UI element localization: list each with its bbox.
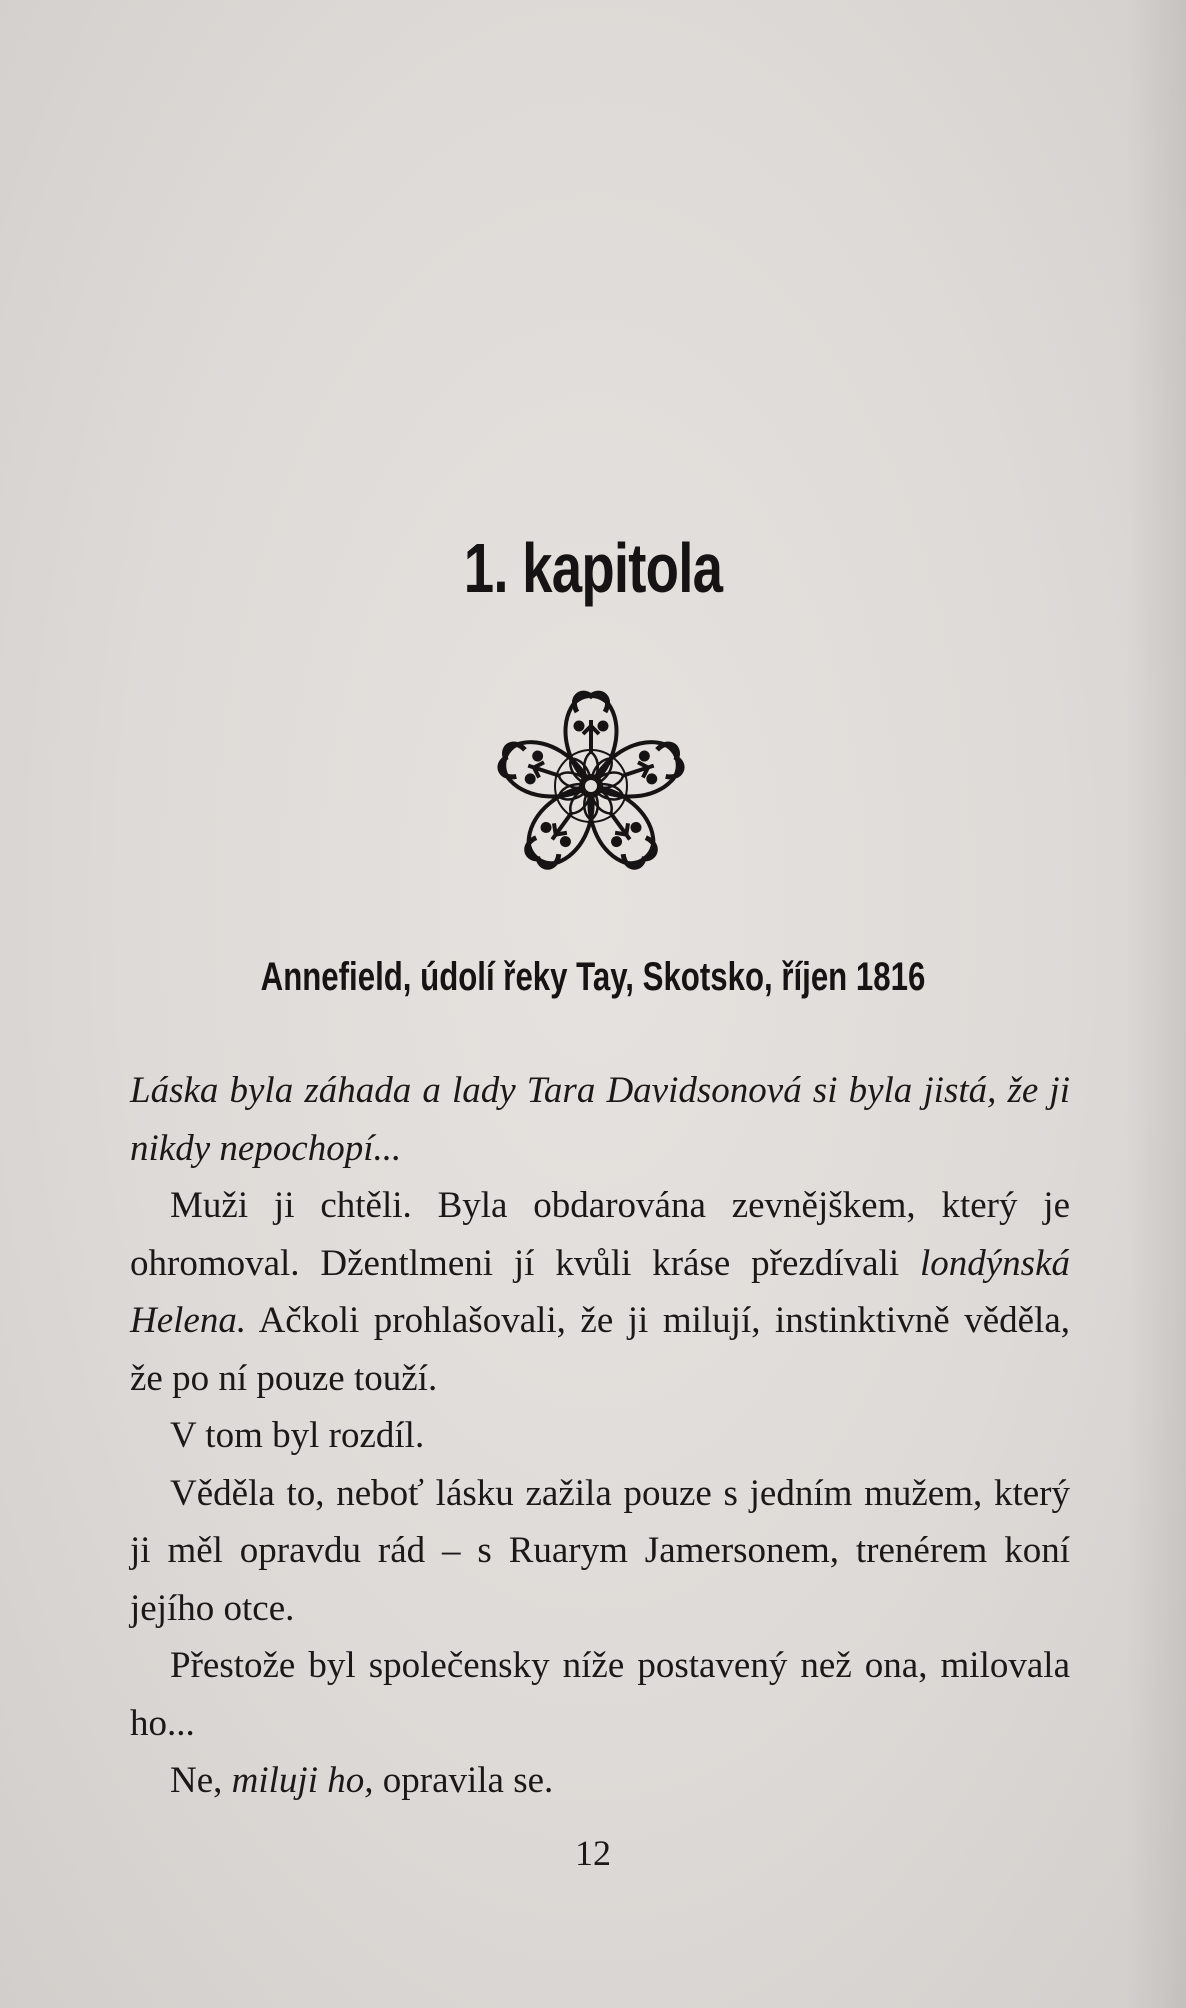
italic-text: londýnská Helena. <box>130 1242 1070 1341</box>
body-text <box>130 1062 1070 1810</box>
chapter-title: 1. kapitola <box>463 529 723 607</box>
paragraph <box>130 1637 1070 1752</box>
italic-text: miluji ho, <box>231 1760 374 1801</box>
text-segment: Ačkoli prohlašovali, že ji milují, instinktivně věděla, že po ní pouze touží. <box>130 1300 1070 1399</box>
paragraph <box>130 1062 1070 1177</box>
text-segment: Věděla to, neboť lásku zažila pouze s jedním mužem, který ji měl opravdu rád – s Ruarym Jamersonem, trenérem koní jejího otce. <box>130 1472 1070 1629</box>
paragraph <box>130 1465 1070 1638</box>
page-number: 12 <box>575 1833 611 1873</box>
text-segment: V tom byl rozdíl. <box>170 1415 425 1456</box>
text-segment: opravila se. <box>373 1760 554 1801</box>
flower-ornament-icon <box>471 668 711 906</box>
italic-text: Láska byla záhada a lady Tara Davidsonová si byla jistá, že ji nikdy nepochopí... <box>130 1070 1070 1169</box>
text-segment: Ne, <box>170 1760 232 1801</box>
text-segment: Muži ji chtěli. Byla obdarována zevnějškem, který je ohromoval. Džentlmeni jí kvůli kráse přezdívali <box>130 1185 1070 1284</box>
text-segment: Přestože byl společensky níže postavený než ona, milovala ho... <box>130 1645 1070 1744</box>
paragraph <box>130 1177 1070 1407</box>
paragraph <box>130 1407 1070 1465</box>
chapter-subtitle: Annefield, údolí řeky Tay, Skotsko, říjen 1816 <box>260 955 926 999</box>
paragraph <box>130 1752 1070 1810</box>
